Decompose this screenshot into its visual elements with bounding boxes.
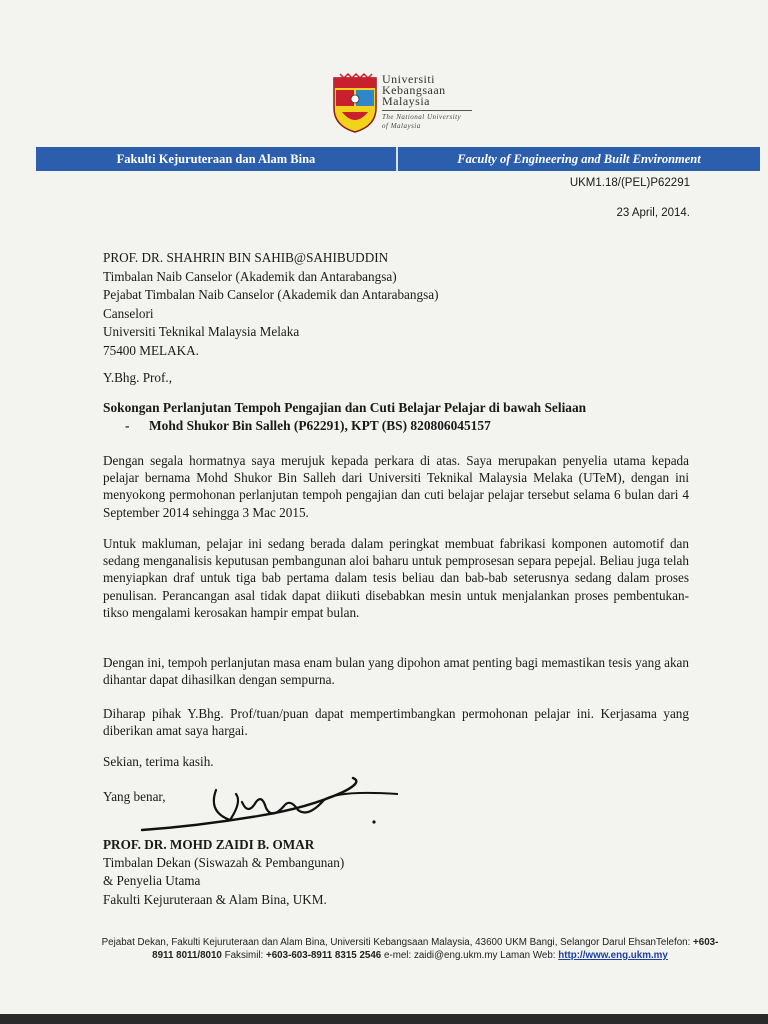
uni-line-2: Kebangsaan (382, 83, 446, 97)
faculty-name-english: Faculty of Engineering and Built Environment (457, 151, 701, 166)
body-paragraph-1: Dengan segala hormatnya saya merujuk kepada perkara di atas. Saya merupakan penyelia utama kepada pelajar bernama Mohd Shukor Bin Salleh dari Universiti Teknikal Malaysia Melaka (UTeM), dengan ini menyokong permohonan perlanjutan tempoh pengajian dan cuti belajar pelajar tersebut selama 6 bulan dari 4 September 2014 sehingga 3 Mac 2015. (103, 453, 689, 520)
footer-fax-label: Faksimil: (224, 950, 264, 961)
faculty-name-malay: Fakulti Kejuruteraan dan Alam Bina (116, 151, 316, 166)
ukm-logo (332, 72, 482, 136)
body-paragraph-2: Untuk makluman, pelajar ini sedang berada dalam peringkat membuat fabrikasi komponen automotif dan sedang menganalisis keputusan pembangunan aloi baharu untuk pemprosesan separa pepejal. Beliau juga telah menyiapkan draf untuk tiga bab pertama dalam tesis beliau dan bab-bab seterusnya sedang dalam proses penulisan. Perancangan asal tidak dapat diikuti disebabkan mesin untuk menjalankan proses pembentukan-tikso mengalami kerosakan hampir empat bulan. (103, 536, 689, 620)
footer-fax: +603-603-8911 8315 2546 (266, 950, 382, 961)
letter-footer (100, 936, 720, 962)
footer-email[interactable]: zaidi@eng.ukm.my (413, 950, 498, 961)
subject-line-1: Sokongan Perlanjutan Tempoh Pengajian dan Cuti Belajar Pelajar di bawah Seliaan (103, 400, 587, 415)
closing: Yang benar, (103, 789, 166, 804)
band-separator (396, 147, 398, 171)
footer-phone: +603-8911 8011/8010 (152, 937, 719, 961)
signer-name: PROF. DR. MOHD ZAIDI B. OMAR (103, 837, 315, 852)
footer-website-link[interactable]: http://www.eng.ukm.my (558, 950, 668, 961)
scan-edge (0, 1014, 768, 1024)
body-paragraph-3: Dengan ini, tempoh perlanjutan masa enam bulan yang dipohon amat penting bagi memastikan tesis yang akan dihantar dapat dihasilkan dengan sempurna. (103, 655, 689, 688)
recipient-line: 75400 MELAKA. (103, 342, 199, 358)
recipient-line: Universiti Teknikal Malaysia Melaka (103, 324, 300, 340)
letter-date: 23 April, 2014. (616, 207, 690, 219)
salutation: Y.Bhg. Prof., (103, 370, 173, 385)
recipient-line: Pejabat Timbalan Naib Canselor (Akademik dan Antarabangsa) (103, 287, 439, 303)
footer-web-label: Laman Web: (500, 950, 556, 961)
uni-line-1: Universiti (382, 72, 435, 86)
body-paragraph-4: Diharap pihak Y.Bhg. Prof/tuan/puan dapat mempertimbangkan permohonan pelajar ini. Kerjasama yang diberikan amat saya hargai. (103, 706, 689, 739)
signer-block (103, 836, 344, 909)
ukm-crest-icon (332, 72, 378, 134)
signer-title: Timbalan Dekan (Siswazah & Pembangunan) (103, 855, 345, 871)
subject-line-2: Mohd Shukor Bin Salleh (P62291), KPT (BS) 820806045157 (149, 418, 491, 433)
recipient-address (103, 249, 438, 361)
tagline-1: The National University (382, 113, 462, 121)
recipient-line: Timbalan Naib Canselor (Akademik dan Antarabangsa) (103, 268, 397, 284)
handwritten-signature (138, 772, 398, 842)
reference-number: UKM1.18/(PEL)P62291 (569, 177, 690, 189)
footer-address: Pejabat Dekan, Fakulti Kejuruteraan dan Alam Bina, Universiti Kebangsaan Malaysia, 43600 UKM Bangi, Selangor Darul EhsanTelefon: (101, 937, 691, 948)
signer-faculty: Fakulti Kejuruteraan & Alam Bina, UKM. (103, 891, 327, 907)
tagline-2: of Malaysia (382, 122, 421, 130)
faculty-band (36, 147, 760, 171)
signer-role: & Penyelia Utama (103, 873, 201, 889)
body-paragraph-5: Sekian, terima kasih. (103, 754, 214, 769)
subject-dash: - (125, 418, 130, 433)
recipient-name: PROF. DR. SHAHRIN BIN SAHIB@SAHIBUDDIN (103, 250, 389, 265)
footer-email-label: e-mel: (383, 950, 412, 961)
recipient-line: Canselori (103, 305, 154, 321)
university-name (382, 74, 472, 130)
logo-divider (382, 110, 472, 111)
subject-heading (103, 399, 586, 435)
uni-line-3: Malaysia (382, 94, 430, 108)
